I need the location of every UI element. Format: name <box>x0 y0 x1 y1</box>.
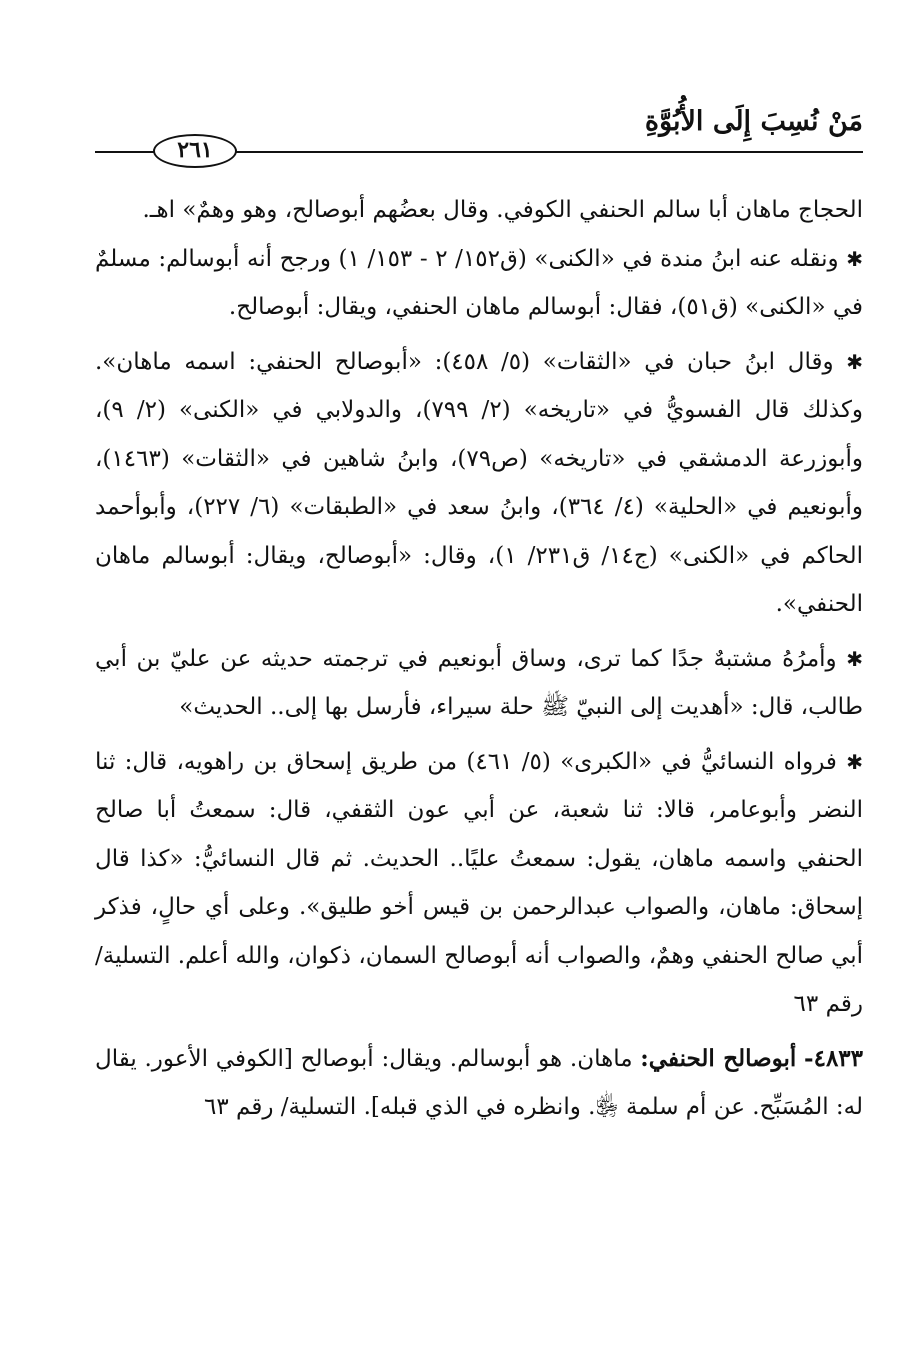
paragraph-text: فرواه النسائيُّ في «الكبرى» (٥/ ٤٦١) من طريق إسحاق بن راهويه، قال: ثنا النضر وأبوعامر، قالا: ثنا شعبة، عن أبي عون الثقفي، قال: سمعتُ أبا صالح الحنفي واسمه ماهان، يقول: سمعتُ عليًا.. الحديث. ثم قال النسائيُّ: «كذا قال إسحاق: ماهان، والصواب عبدالرحمن بن قيس أخو طليق». وعلى أي حالٍ، فذكر أبي صالح الحنفي وهمٌ، والصواب أنه أبوصالح السمان، ذكوان، والله أعلم. التسلية/ رقم ٦٣ <box>95 748 863 1017</box>
paragraph-abu-nuaym <box>95 635 863 732</box>
entry-name: أبوصالح الحنفي: <box>640 1044 797 1072</box>
star-bullet-icon: ✱ <box>846 246 863 271</box>
entry-number: ٤٨٣٣- <box>804 1044 864 1072</box>
paragraph-continuation: الحجاج ماهان أبا سالم الحنفي الكوفي. وقال بعضُهم أبوصالح، وهو وهمٌ» اهـ. <box>142 197 863 223</box>
running-title: مَنْ نُسِبَ إِلَى الأُبُوَّةِ <box>644 106 863 137</box>
page-number: ٢٦١ <box>153 134 237 168</box>
paragraph-ibn-hibban <box>95 338 863 629</box>
body-text <box>95 186 863 1132</box>
entry-text: ماهان. هو أبوسالم. ويقال: أبوصالح [الكوفي الأعور. يقال له: المُسَبِّح. عن أم سلمة ﵂. وانظره في الذي قبله]. التسلية/ رقم ٦٣ <box>95 1045 863 1120</box>
paragraph-nasai <box>95 738 863 1029</box>
entry-4833 <box>95 1035 863 1132</box>
star-bullet-icon: ✱ <box>846 749 863 774</box>
paragraph-text: ونقله عنه ابنُ مندة في «الكنى» (ق١٥٢/ ٢ - ١٥٣/ ١) ورجح أنه أبوسالم: مسلمٌ في «الكنى» (ق٥١)، فقال: أبوسالم ماهان الحنفي، ويقال: أبوصالح. <box>95 245 863 320</box>
star-bullet-icon: ✱ <box>846 646 864 671</box>
paragraph-text: وقال ابنُ حبان في «الثقات» (٥/ ٤٥٨): «أبوصالح الحنفي: اسمه ماهان». وكذلك قال الفسويُّ في «تاريخه» (٢/ ٧٩٩)، والدولابي في «الكنى» (٢/ ٩)، وأبوزرعة الدمشقي في «تاريخه» (ص٧٩)، وابنُ شاهين في «الثقات» (١٤٦٣)، وأبونعيم في «الحلية» (٤/ ٣٦٤)، وابنُ سعد في «الطبقات» (٦/ ٢٢٧)، وأبوأحمد الحاكم في «الكنى» (ج١٤/ ق٢٣١/ ١)، وقال: «أبوصالح، ويقال: أبوسالم ماهان الحنفي». <box>95 348 864 617</box>
star-bullet-icon: ✱ <box>846 349 864 374</box>
paragraph-ibn-mandah <box>95 235 863 332</box>
paragraph-text: وأمرُهُ مشتبهٌ جدًا كما ترى، وساق أبونعيم في ترجمته حديثه عن عليّ بن أبي طالب، قال: «أهديت إلى النبيّ ﷺ حلة سيراء، فأرسل بها إلى.. الحديث» <box>95 645 863 720</box>
